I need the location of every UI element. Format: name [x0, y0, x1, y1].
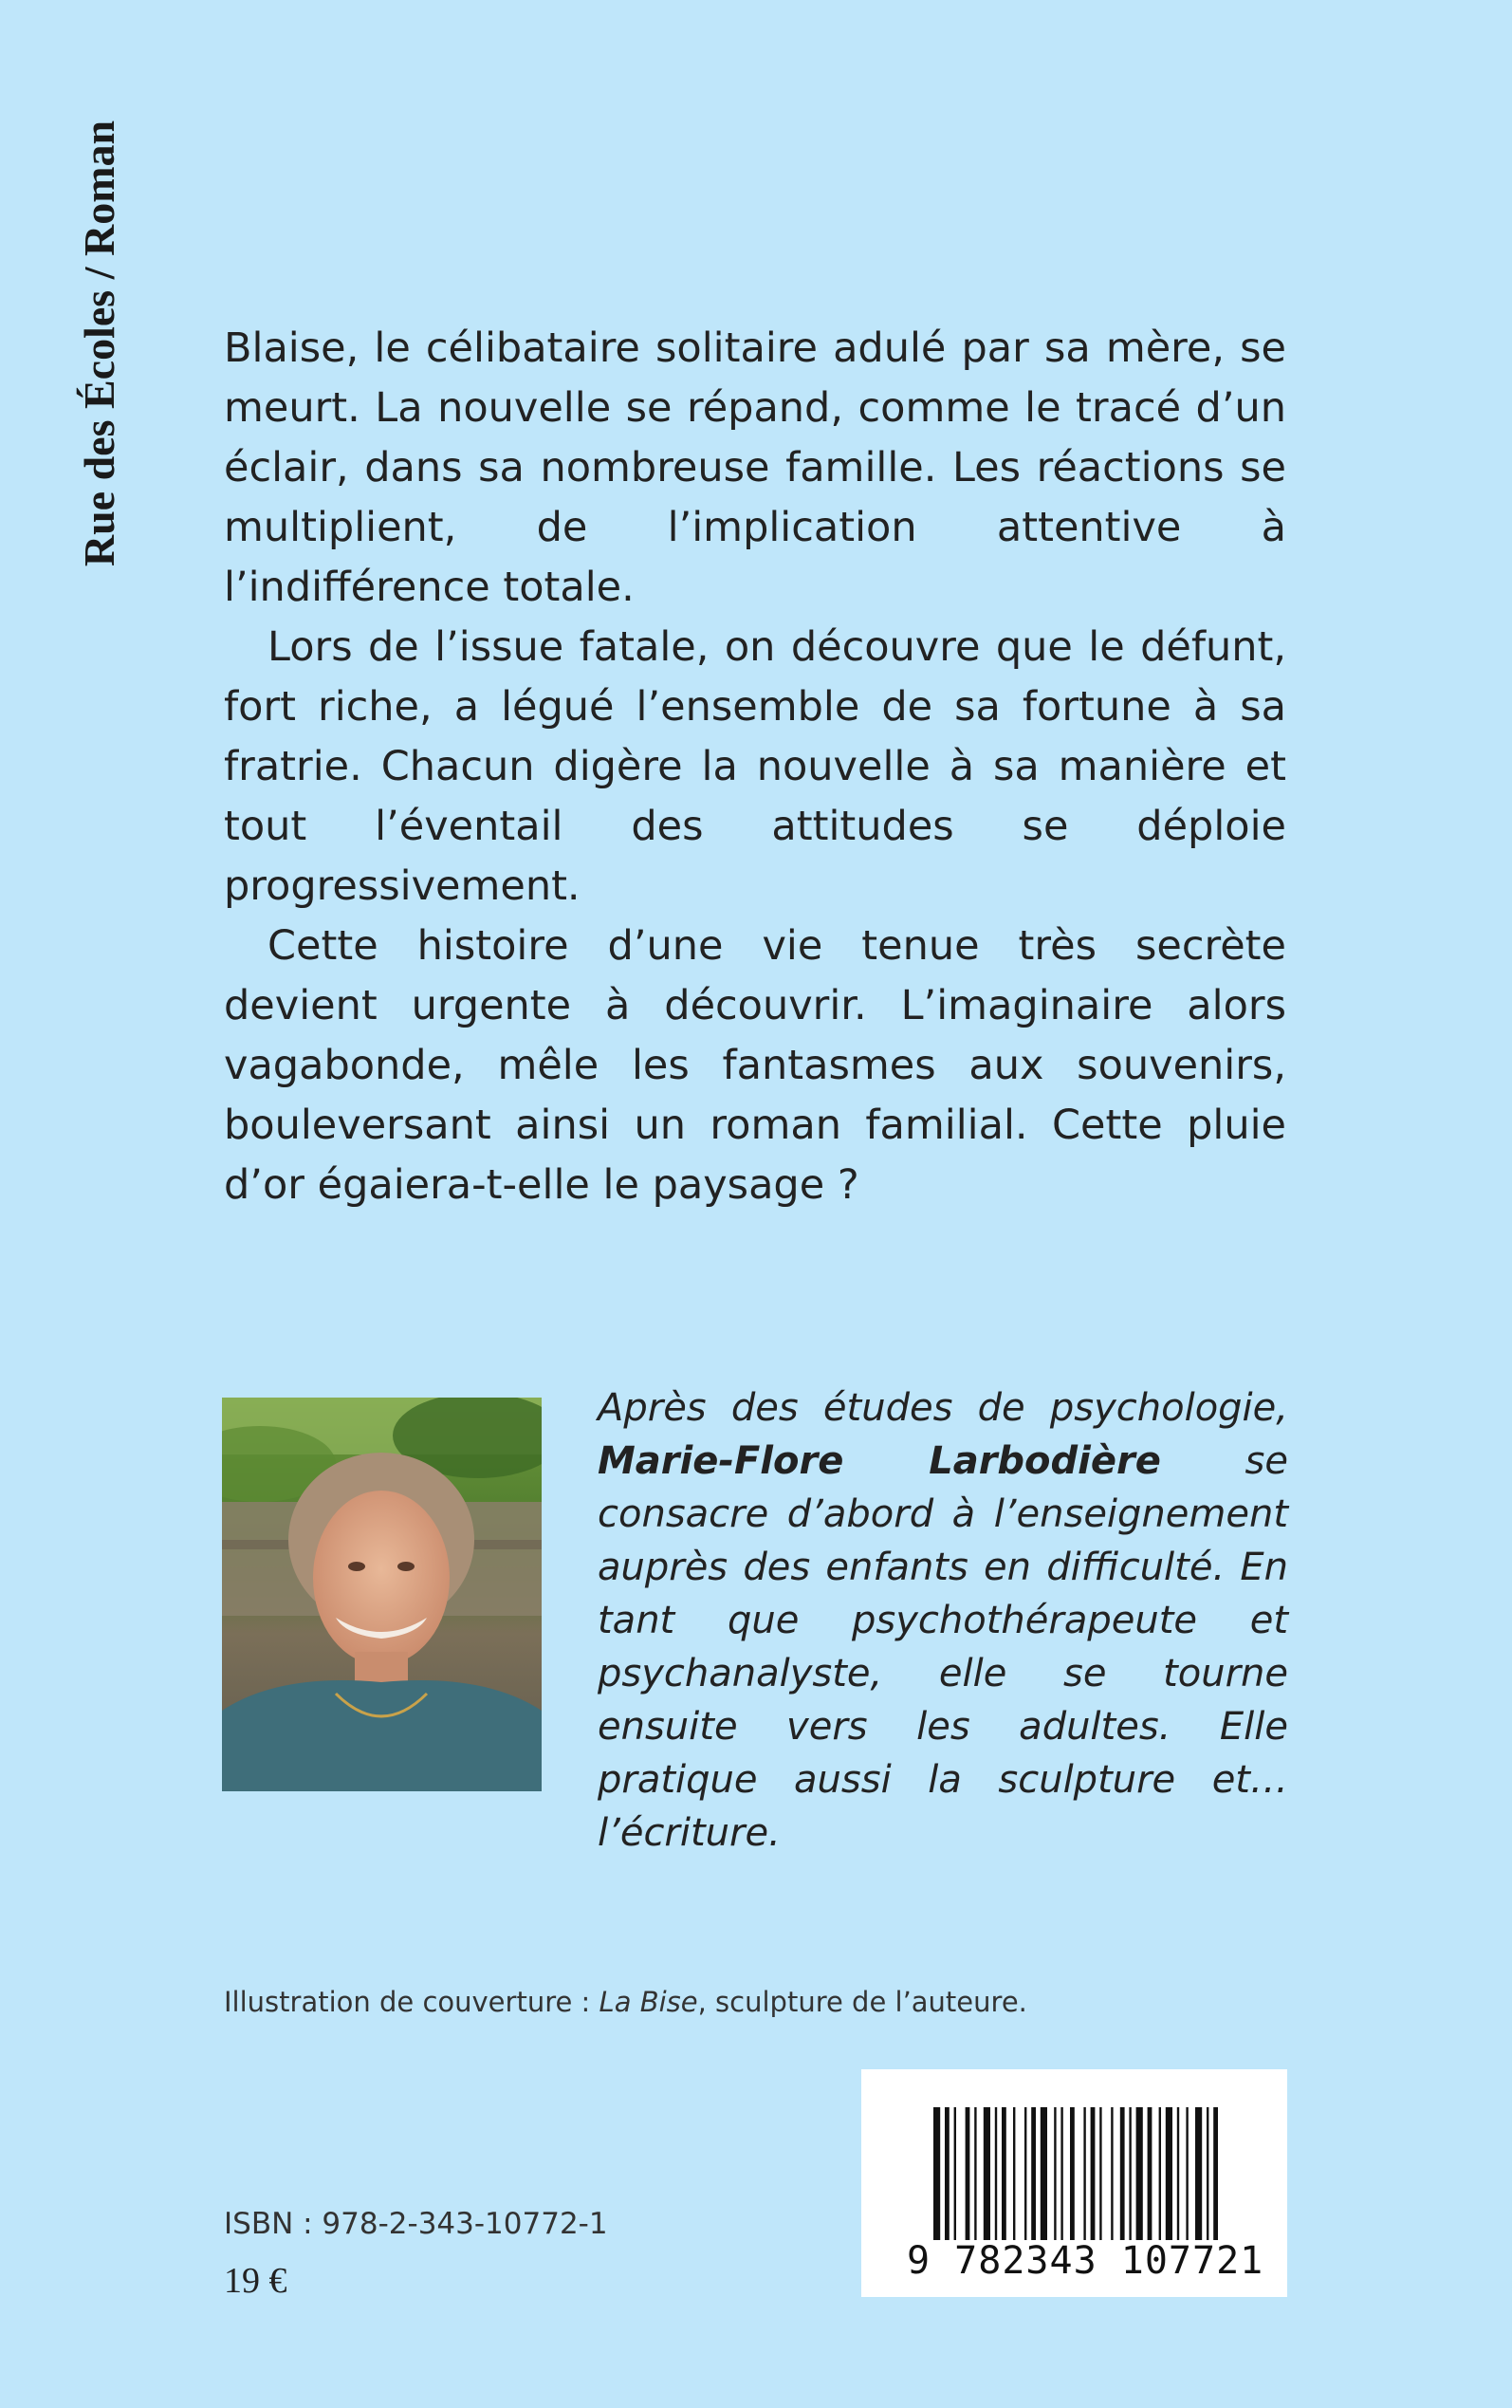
credit-work-title: La Bise	[599, 1986, 698, 2018]
barcode-bar	[1060, 2107, 1062, 2240]
barcode-bar	[984, 2107, 990, 2240]
barcode-bar	[1054, 2107, 1056, 2240]
barcode-bar	[933, 2107, 940, 2240]
blurb-paragraph-3: Cette histoire d’une vie tenue très secrète devient urgente à découvrir. L’imaginaire alors vagabonde, mêle les fantasmes aux souvenirs, bouleversant ainsi un roman familial. Cette pluie d’or égaiera-t-elle le paysage ?	[224, 922, 1286, 1209]
blurb-paragraph-1: Blaise, le célibataire solitaire adulé par sa mère, se meurt. La nouvelle se répand, comme le tracé d’un éclair, dans sa nombreuse famille. Les réactions se multiplient, de l’implication attentive à l’indifférence totale.	[224, 324, 1286, 611]
bio-intro: Après des études de psychologie,	[598, 1386, 1288, 1430]
barcode	[861, 2069, 1287, 2297]
barcode-bar	[1129, 2107, 1131, 2240]
barcode-bar	[1031, 2107, 1036, 2240]
barcode-bar	[1091, 2107, 1096, 2240]
barcode-bar	[1177, 2107, 1179, 2240]
barcode-bar	[966, 2107, 970, 2240]
back-cover-blurb	[224, 319, 1286, 1215]
cover-illustration-credit	[224, 1983, 1027, 2021]
barcode-bar	[1099, 2107, 1101, 2240]
barcode-bar	[1111, 2107, 1113, 2240]
barcode-bar	[954, 2107, 956, 2240]
barcode-digits: 9 782343 107721	[907, 2239, 1264, 2283]
barcode-bar	[995, 2107, 997, 2240]
author-photo	[222, 1398, 542, 1791]
barcode-bar	[1207, 2107, 1208, 2240]
barcode-bar	[1070, 2107, 1075, 2240]
barcode-bar	[974, 2107, 976, 2240]
barcode-bar	[1024, 2107, 1026, 2240]
barcode-bar	[1013, 2107, 1015, 2240]
barcode-bar	[1120, 2107, 1125, 2240]
barcode-bar	[1002, 2107, 1006, 2240]
barcode-bar	[1083, 2107, 1085, 2240]
barcode-bar	[1186, 2107, 1188, 2240]
price-label: 19 €	[224, 2261, 287, 2301]
barcode-bar	[1136, 2107, 1143, 2240]
isbn-label: ISBN : 978-2-343-10772-1	[224, 2207, 608, 2241]
author-name: Marie-Flore Larbodière	[598, 1439, 1161, 1483]
spine-title: Rue des Écoles / Roman	[75, 120, 123, 567]
blurb-paragraph-2: Lors de l’issue fatale, on découvre que le défunt, fort riche, a légué l’ensemble de sa fortune à sa fratrie. Chacun digère la nouvelle à sa manière et tout l’éventail des attitudes se déploie progressivement.	[224, 623, 1286, 910]
barcode-bar	[1159, 2107, 1161, 2240]
bio-text: se consacre d’abord à l’enseignement auprès des enfants en difficulté. En tant que psychothérapeute et psychanalyste, elle se tourne ensuite vers les adultes. Elle pratique aussi la sculpture et… l’écriture.	[598, 1439, 1288, 1855]
barcode-bars	[933, 2107, 1218, 2240]
barcode-bar	[945, 2107, 950, 2240]
barcode-bar	[1148, 2107, 1152, 2240]
author-bio	[598, 1381, 1288, 1860]
credit-prefix: Illustration de couverture :	[224, 1986, 599, 2018]
barcode-bar	[1213, 2107, 1218, 2240]
barcode-bar	[1166, 2107, 1172, 2240]
barcode-bar	[1041, 2107, 1047, 2240]
barcode-bar	[1195, 2107, 1202, 2240]
credit-suffix: , sculpture de l’auteure.	[697, 1986, 1027, 2018]
